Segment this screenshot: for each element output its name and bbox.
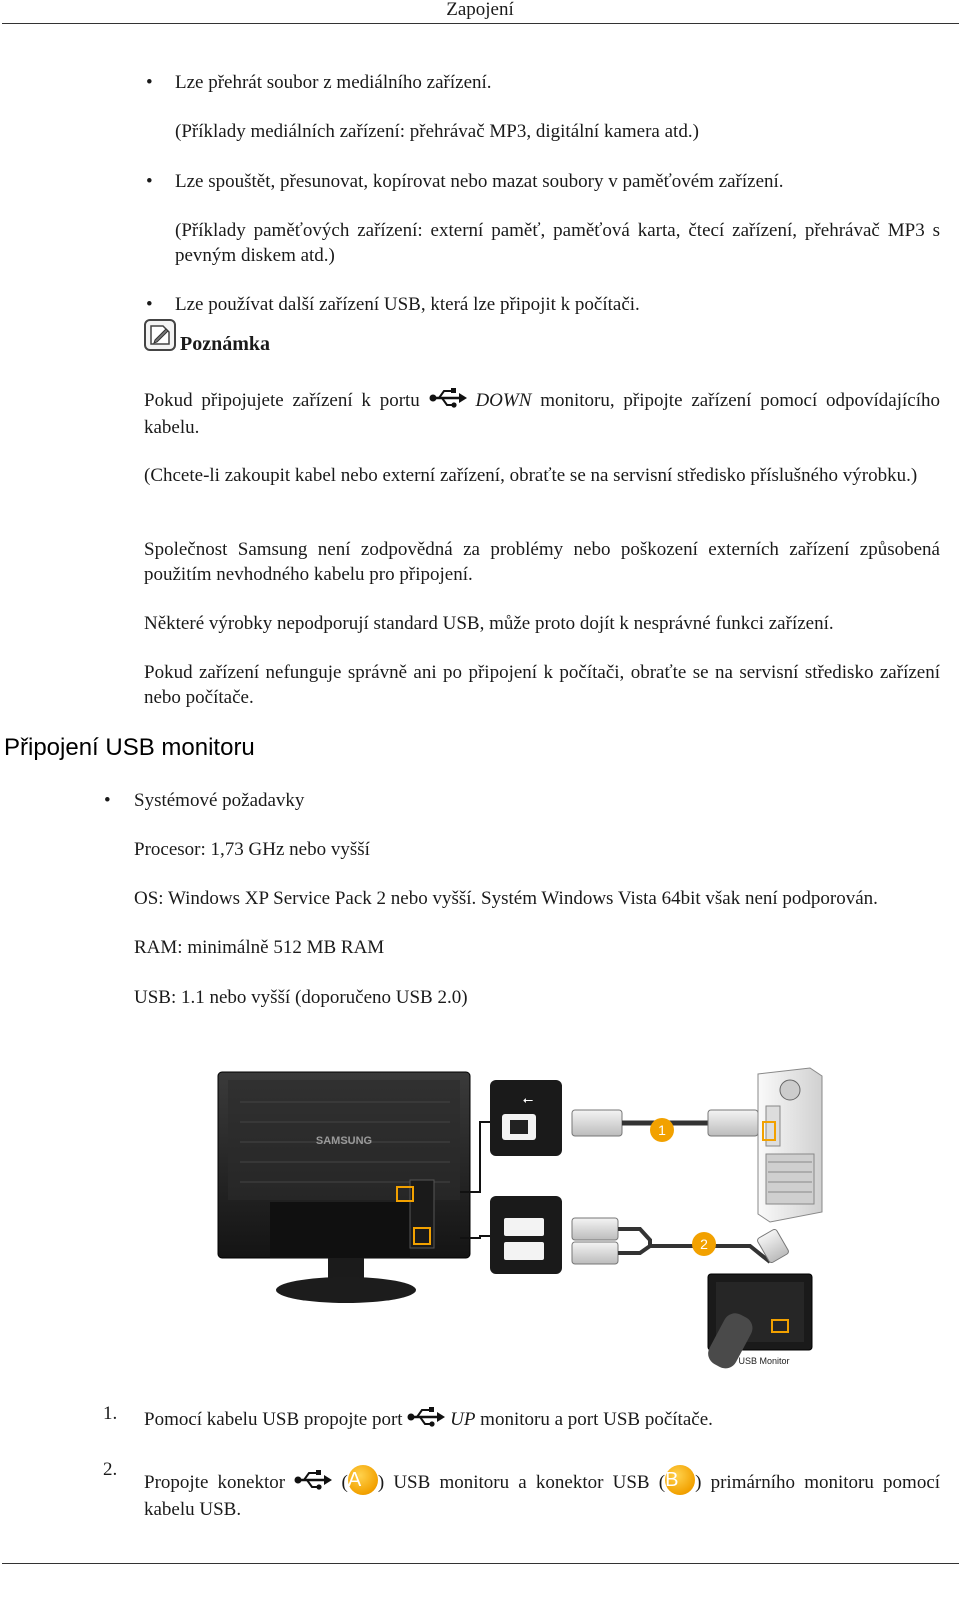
- bullet-text: Lze přehrát soubor z mediálního zařízení.: [175, 72, 492, 93]
- cable-badge-2: 2: [700, 1236, 708, 1252]
- monitor-brand-label: SAMSUNG: [315, 1135, 373, 1147]
- requirement-usb: USB: 1.1 nebo vyšší (doporučeno USB 2.0): [134, 987, 468, 1008]
- usb-icon: [429, 388, 467, 415]
- badge-b-icon: B: [665, 1465, 695, 1495]
- svg-text:⭠: ⭠: [522, 1093, 534, 1108]
- monitor-rear-image: [218, 1072, 470, 1303]
- note-icon: [144, 319, 176, 351]
- step-2-text: [144, 1470, 940, 1522]
- bullet-marker: •: [146, 72, 153, 93]
- requirement-ram: RAM: minimálně 512 MB RAM: [134, 937, 385, 958]
- usb-connection-figure: [210, 1062, 830, 1372]
- bullet-marker: •: [146, 294, 153, 315]
- page-header: Zapojení: [446, 0, 514, 20]
- usb-icon: [294, 1470, 332, 1497]
- step-1-text: [144, 1407, 940, 1434]
- section-title: Připojení USB monitoru: [4, 734, 255, 761]
- usb-monitor-image: [704, 1274, 812, 1372]
- bullet-text: Lze používat další zařízení USB, která lze připojit k počítači.: [175, 294, 640, 315]
- step-2-after: ) primárního monitoru pomocí kabelu USB.: [144, 1472, 941, 1521]
- step-2-open: (: [341, 1472, 348, 1493]
- step-2-mid: ) USB monitoru a konektor USB (: [377, 1472, 666, 1493]
- note-paragraph-5: Pokud zařízení nefunguje správně ani po připojení k počítači, obraťte se na servisní středisko zařízení nebo počítače.: [144, 662, 940, 708]
- cable-badge-1: 1: [658, 1122, 666, 1138]
- note-paragraph-1: [144, 388, 940, 440]
- requirement-cpu: Procesor: 1,73 GHz nebo vyšší: [134, 839, 370, 860]
- note-p1-after: monitoru, připojte zařízení pomocí odpovídajícího kabelu.: [144, 390, 941, 439]
- note-paragraph-4: Některé výrobky nepodporují standard USB, může proto dojít k nesprávné funkci zařízení.: [144, 613, 834, 634]
- note-p1-before: Pokud připojujete zařízení k portu: [144, 390, 420, 411]
- note-port-down: DOWN: [475, 390, 532, 411]
- bullet-note: (Příklady mediálních zařízení: přehrávač MP3, digitální kamera atd.): [175, 121, 699, 142]
- note-title: Poznámka: [180, 333, 270, 355]
- note-paragraph-2: (Chcete-li zakoupit kabel nebo externí zařízení, obraťte se na servisní středisko příslušného výrobku.): [144, 465, 918, 486]
- usb-monitor-caption: USB Monitor: [738, 1356, 790, 1366]
- bullet-marker: •: [146, 171, 153, 192]
- step-2-before: Propojte konektor: [144, 1472, 286, 1493]
- note-paragraph-3: Společnost Samsung není zodpovědná za problémy nebo poškození externích zařízení způsobená použitím nevhodného kabelu pro připojení.: [144, 539, 940, 585]
- step-1-after: monitoru a port USB počítače.: [480, 1409, 713, 1430]
- pc-tower-image: [758, 1068, 822, 1222]
- bullet-note: (Příklady paměťových zařízení: externí paměť, paměťová karta, čtecí zařízení, přehrávač MP3 s pevným diskem atd.): [175, 220, 940, 266]
- step-1-before: Pomocí kabelu USB propojte port: [144, 1409, 403, 1430]
- bullet-text: Lze spouštět, přesunovat, kopírovat nebo mazat soubory v paměťovém zařízení.: [175, 171, 784, 192]
- step-1-port-up: UP: [450, 1409, 476, 1430]
- requirements-label: Systémové požadavky: [134, 790, 305, 811]
- badge-a-icon: A: [348, 1465, 378, 1495]
- usb-icon: [407, 1407, 445, 1434]
- footer-rule: [2, 1563, 959, 1564]
- usb-up-port-detail: [460, 1080, 758, 1192]
- bullet-marker: •: [104, 790, 111, 811]
- header-rule: [2, 23, 959, 24]
- usb-down-port-detail: [460, 1196, 790, 1274]
- step-number: 2.: [103, 1459, 118, 1480]
- requirement-os: OS: Windows XP Service Pack 2 nebo vyšší. Systém Windows Vista 64bit však není podporován.: [134, 888, 878, 909]
- step-number: 1.: [103, 1403, 118, 1424]
